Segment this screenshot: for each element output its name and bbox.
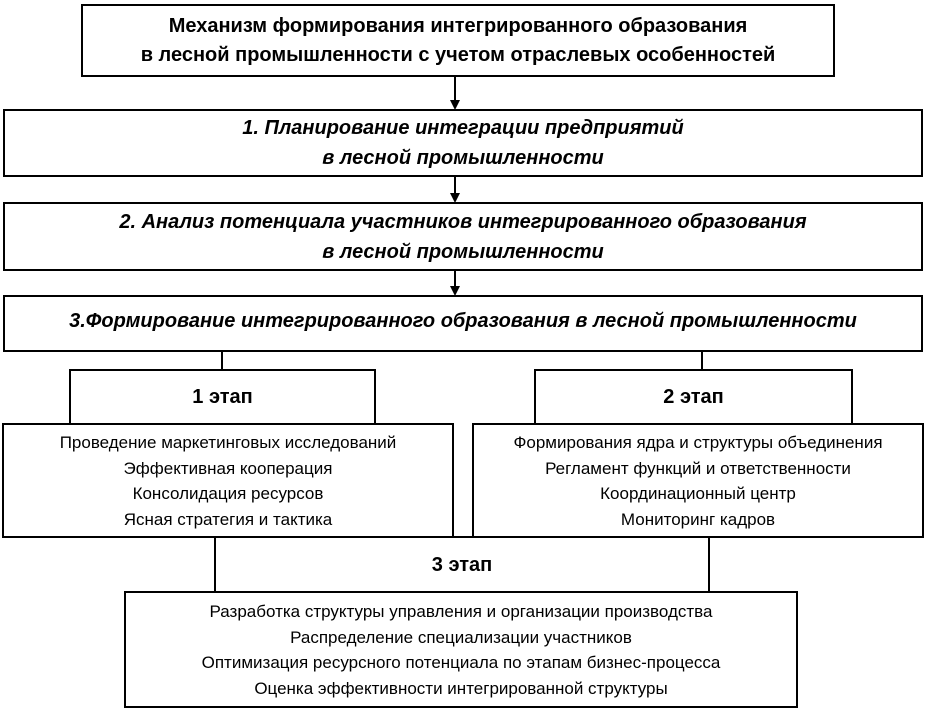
stage-3-item: Распределение специализации участников [290,627,632,647]
step-1-box [3,109,923,177]
step-2-line-2: в лесной промышленности [322,240,604,263]
stage-3-items-box [124,591,798,708]
stage-3-item: Разработка структуры управления и организации производства [209,602,713,621]
stage-1-item: Проведение маркетинговых исследований [59,433,397,452]
stage-3-label: 3 этап [431,553,493,576]
stage-3-item: Оптимизация ресурсного потенциала по этапам бизнес-процесса [201,653,721,672]
stage-2-item: Регламент функций и ответственности [545,458,851,478]
stage-2-item: Координационный центр [600,484,796,503]
step-2-box [3,202,923,271]
stage-1-item: Эффективная кооперация [123,458,333,478]
stage-3-label-box [214,536,710,593]
stage-2-items-box [472,423,924,538]
stage-1-label: 1 этап [192,386,253,408]
stage-2-label-box [534,369,853,425]
title-box [81,4,835,77]
step-1-line-1: 1. Планирование интеграции предприятий [242,117,684,139]
stage-1-item: Консолидация ресурсов [132,484,324,503]
step-1-line-2: в лесной промышленности [322,147,604,169]
stage-3-item: Оценка эффективности интегрированной структуры [254,678,668,698]
step-2-line-1: 2. Анализ потенциала участников интегрированного образования [119,210,807,233]
title-line-2: в лесной промышленности с учетом отраслевых особенностей [140,43,776,66]
stage-2-item: Мониторинг кадров [620,509,776,529]
title-line-1: Механизм формирования интегрированного образования [168,14,748,37]
stage-1-label-box [69,369,376,425]
step-3-box [3,295,923,352]
stage-1-items-box [2,423,454,538]
stage-1-item: Ясная стратегия и тактика [123,509,333,529]
stage-2-label: 2 этап [663,386,724,408]
stage-2-item: Формирования ядра и структуры объединения [513,433,883,452]
step-3-line-1: 3.Формирование интегрированного образования в лесной промышленности [69,310,857,332]
